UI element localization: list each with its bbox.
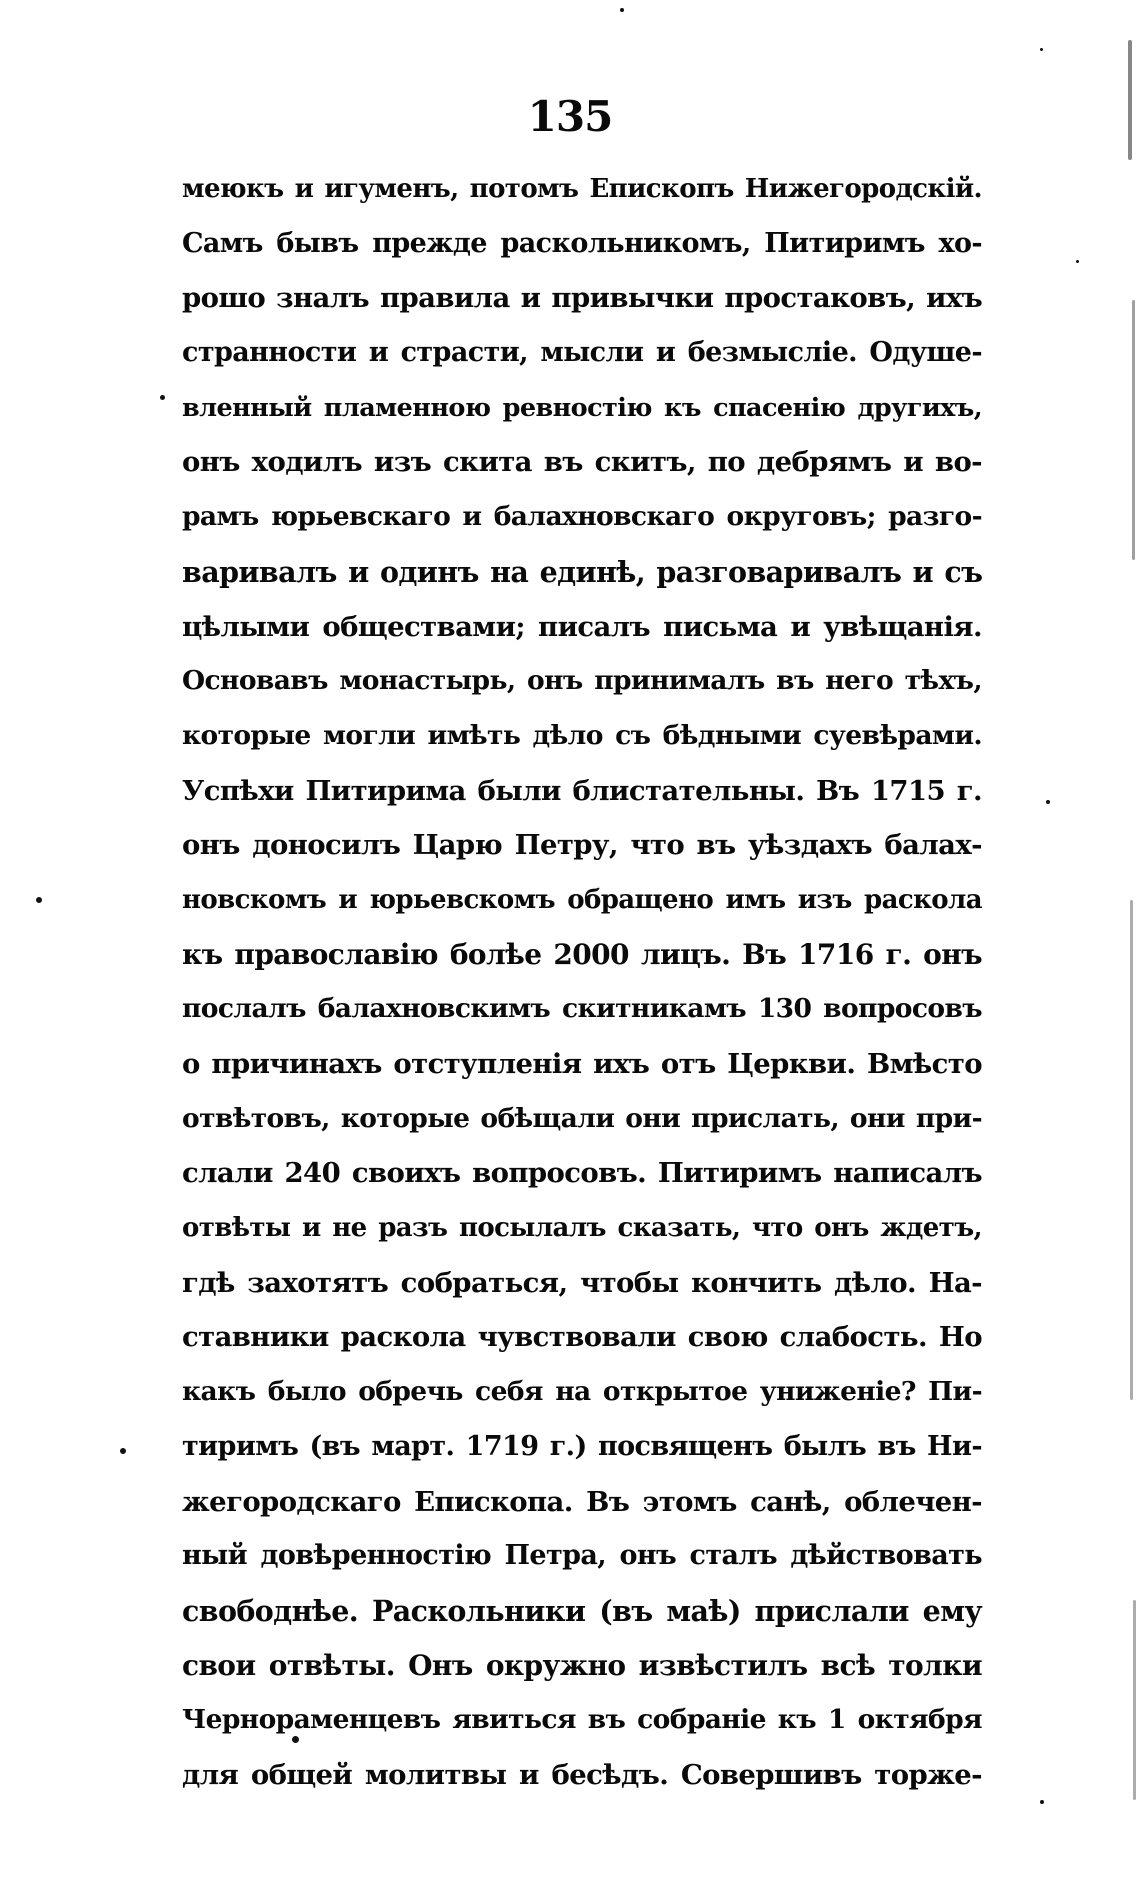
- text-line: тиримъ (въ март. 1719 г.) посвященъ былъ въ Ни-: [182, 1430, 982, 1462]
- text-line: жегородскаго Епископа. Въ этомъ санѣ, облечен-: [182, 1485, 982, 1518]
- text-line: для общей молитвы и бесѣдъ. Совершивъ торже-: [182, 1758, 982, 1791]
- scan-speck: [1130, 900, 1133, 1400]
- scan-speck: [1076, 260, 1079, 263]
- scan-speck: [292, 1736, 299, 1743]
- text-line: рамъ юрьевскаго и балахновскаго округовъ; разго-: [182, 501, 982, 533]
- text-line: о причинахъ отступленія ихъ отъ Церкви. Вмѣсто: [182, 1048, 982, 1080]
- text-line: ный довѣренностію Петра, онъ сталъ дѣйствовать: [182, 1540, 982, 1572]
- text-line: варивалъ и одинъ на единѣ, разговаривалъ и съ: [182, 554, 983, 589]
- text-line: странности и страсти, мысли и безмысліе. Одуше-: [182, 337, 982, 369]
- scan-speck: [1128, 40, 1132, 160]
- scan-speck: [120, 1448, 126, 1454]
- scan-speck: [36, 897, 42, 903]
- text-line: послалъ балахновскимъ скитникамъ 130 вопросовъ: [182, 993, 982, 1025]
- text-line: отвѣтовъ, которые обѣщали они прислать, они при-: [182, 1102, 982, 1134]
- scan-speck: [160, 395, 165, 400]
- text-line: рошо зналъ правила и привычки простаковъ, ихъ: [182, 282, 983, 315]
- text-line: Самъ бывъ прежде раскольникомъ, Питиримъ хо-: [182, 227, 982, 259]
- text-line: отвѣты и не разъ посылалъ сказать, что онъ ждетъ,: [182, 1213, 982, 1244]
- text-line: меюкъ и игуменъ, потомъ Епископъ Нижегородскій.: [182, 174, 982, 204]
- text-line: Основавъ монастырь, онъ принималъ въ него тѣхъ,: [182, 665, 982, 697]
- text-line: свои отвѣты. Онъ окружно извѣстилъ всѣ толки: [182, 1648, 982, 1682]
- scan-speck: [1040, 48, 1043, 51]
- text-line: вленный пламенною ревностію къ спасенію другихъ,: [182, 392, 982, 423]
- text-line: онъ доносилъ Царю Петру, что въ уѣздахъ балах-: [182, 829, 982, 862]
- page-number: 135: [527, 92, 613, 141]
- scan-speck: [1133, 1600, 1136, 1800]
- text-line: свободнѣе. Раскольники (въ маѣ) прислали ему: [182, 1593, 982, 1628]
- text-line: Чернораменцевъ явиться въ собраніе къ 1 октября: [182, 1704, 982, 1736]
- scan-speck: [1040, 1800, 1044, 1804]
- text-line: онъ ходилъ изъ скита въ скитъ, по дебрямъ и во-: [182, 446, 982, 479]
- text-line: какъ было обречь себя на открытое униженіе? Пи-: [182, 1376, 982, 1408]
- text-line: слали 240 своихъ вопросовъ. Питиримъ написалъ: [182, 1157, 982, 1190]
- body-text: [182, 162, 982, 1803]
- scan-speck: [620, 8, 624, 12]
- text-line: которые могли имѣть дѣло съ бѣдными суевѣрами.: [182, 719, 982, 751]
- scan-speck: [1132, 300, 1135, 560]
- text-line: новскомъ и юрьевскомъ обращено имъ изъ раскола: [182, 884, 982, 915]
- text-line: гдѣ захотятъ собраться, чтобы кончить дѣло. На-: [182, 1266, 982, 1299]
- text-line: ставники раскола чувствовали свою слабость. Но: [182, 1321, 982, 1354]
- text-line: Успѣхи Питирима были блистательны. Въ 1715 г.: [182, 774, 982, 807]
- scan-speck: [1046, 800, 1050, 804]
- text-line: цѣлыми обществами; писалъ письма и увѣщанія.: [182, 610, 982, 643]
- text-line: къ православію болѣе 2000 лицъ. Въ 1716 г. онъ: [182, 937, 982, 971]
